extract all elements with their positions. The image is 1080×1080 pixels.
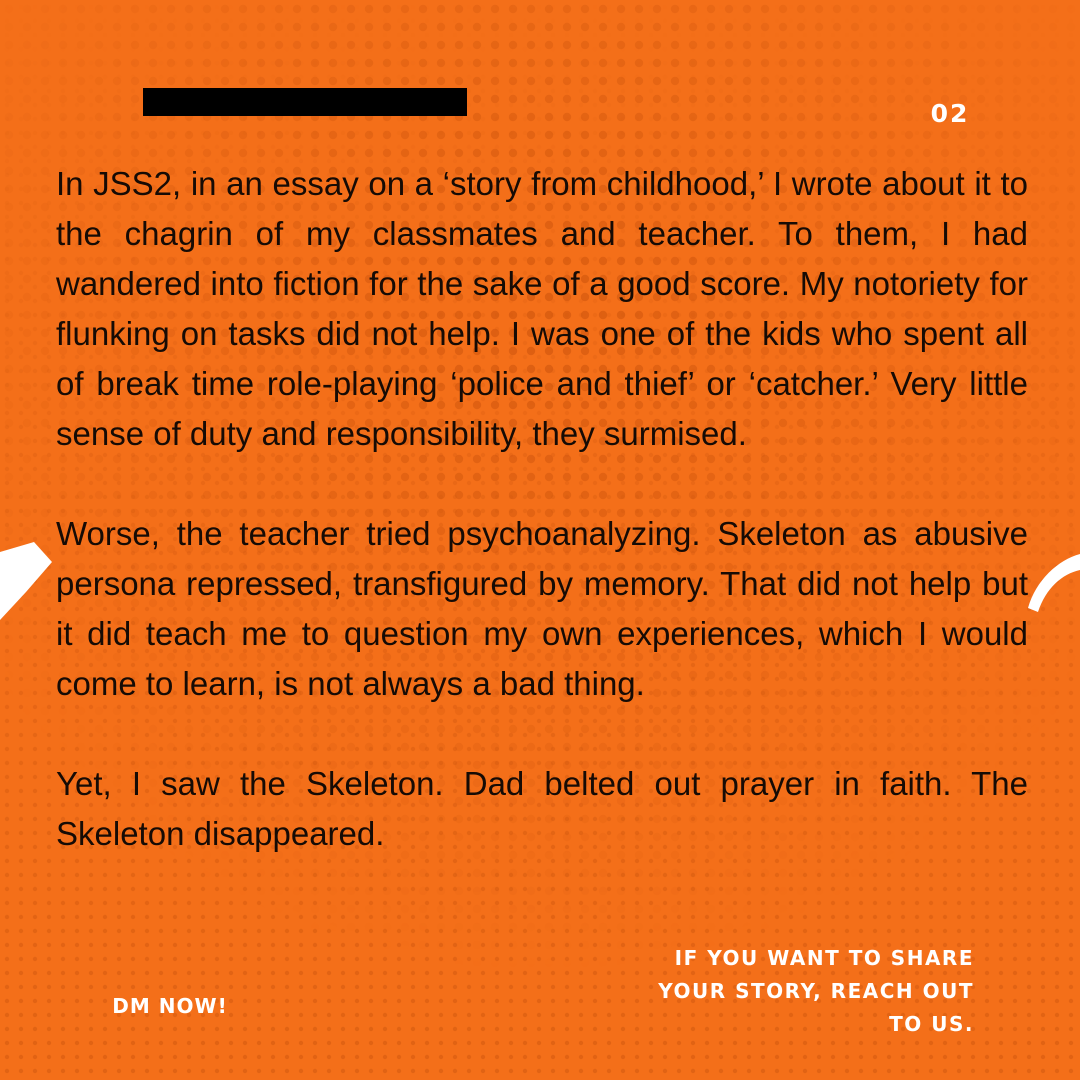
story-paragraph: Yet, I saw the Skeleton. Dad belted out prayer in faith. The Skeleton disappeared. xyxy=(56,765,1028,852)
share-story-callout xyxy=(600,942,974,1041)
redacted-title-bar xyxy=(143,88,467,116)
story-paragraph: In JSS2, in an essay on a ‘story from childhood,’ I wrote about it to the chagrin of my classmates and teacher. To them, I had wandered into fiction for the sake of a good score. My notoriety for flunking on tasks did not help. I was one of the kids who spent all of break time role-playing ‘police and thief’ or ‘catcher.’ Very little sense of duty and responsibility, they surmised. xyxy=(56,165,1028,452)
page-number: 02 xyxy=(930,99,970,128)
callout-line: YOUR STORY, REACH OUT xyxy=(658,979,974,1003)
story-body xyxy=(56,159,1028,859)
dm-now-label: DM NOW! xyxy=(112,994,228,1018)
story-paragraph: Worse, the teacher tried psychoanalyzing. Skeleton as abusive persona repressed, transfigured by memory. That did not help but it did teach me to question my own experiences, which I would come to learn, is not always a bad thing. xyxy=(56,515,1028,702)
callout-line: TO US. xyxy=(889,1012,974,1036)
callout-line: IF YOU WANT TO SHARE xyxy=(674,946,974,970)
right-swoosh-decoration xyxy=(1010,540,1080,630)
left-swoosh-decoration xyxy=(0,540,60,630)
